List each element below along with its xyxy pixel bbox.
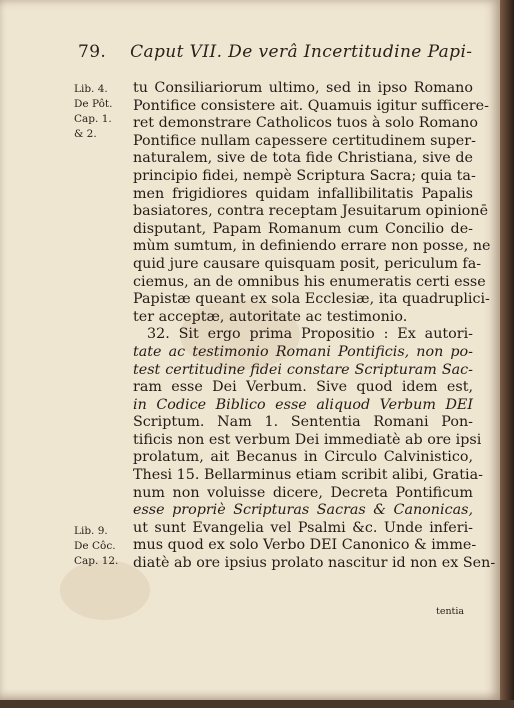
page-bottom-edge — [0, 700, 514, 708]
text-line: quid jure causare quisquam posit, periculum fa- — [133, 255, 482, 272]
margin-note-line: De Côc. — [74, 540, 116, 552]
text-line: Papistæ queant ex sola Ecclesiæ, ita quadruplici- — [133, 291, 490, 308]
text-line: ciemus, an de omnibus his enumeratis certi esse — [133, 273, 486, 290]
text-line: prolatum, ait Becanus in Circulo Calvinistico, — [133, 449, 473, 466]
margin-note-line: & 2. — [74, 128, 97, 140]
margin-note-line: Cap. 12. — [74, 555, 119, 567]
text-line: mùm sumtum, in definiendo errare non posse, ne — [133, 238, 491, 255]
body-text — [133, 80, 496, 573]
text-line: in Codice Biblico esse aliquod Verbum DEI — [133, 396, 473, 413]
page-number: 79. — [78, 42, 107, 62]
book-gutter — [500, 0, 514, 708]
text-line: basiatores, contra receptam Jesuitarum opinionē — [133, 203, 489, 220]
text-line: principio fidei, nempè Scriptura Sacra; quia ta- — [133, 167, 476, 184]
text-line: Pontifice nullam capessere certitudinem super- — [133, 132, 476, 149]
text-line: mus quod ex solo Verbo DEI Canonico & imme- — [133, 537, 477, 554]
running-title: Caput VII. De verâ Incertitudine Papi- — [130, 42, 473, 62]
text-line: ret demonstrare Catholicos tuos à solo Romano — [133, 115, 478, 132]
margin-note-line: Lib. 9. — [74, 525, 108, 537]
text-line: tu Consiliariorum ultimo, sed in ipso Romano — [133, 80, 473, 96]
text-line: ram esse Dei Verbum. Sive quod idem est, — [133, 379, 473, 396]
text-line: ter acceptæ, autoritate ac testimonio. — [133, 308, 408, 325]
text-line: naturalem, sive de tota fide Christiana, sive de — [133, 150, 473, 167]
margin-note — [74, 82, 113, 142]
running-header — [78, 42, 478, 62]
text-line: Pontifice consistere ait. Quamuis igitur sufficere- — [133, 97, 489, 114]
text-line: test certitudine fidei constare Scripturam Sac- — [133, 361, 473, 378]
text-line: esse propriè Scripturas Sacras & Canonicas, — [133, 502, 473, 519]
text-line: diatè ab ore ipsius prolato nascitur id non ex Sen- — [133, 555, 496, 572]
margin-note — [74, 524, 118, 569]
margin-note-line: Cap. 1. — [74, 113, 112, 125]
catchword: tentia — [436, 606, 465, 617]
text-line: ut sunt Evangelia vel Psalmi &c. Unde inferi- — [133, 519, 473, 536]
text-line: men frigidiores quidam infallibilitatis Papalis — [133, 185, 473, 202]
text-line: Scriptum. Nam 1. Sententia Romani Pon- — [133, 414, 473, 431]
text-line: Thesi 15. Bellarminus etiam scribit alibi, Gratia- — [133, 467, 483, 484]
text-line: 32. Sit ergo prima Propositio : Ex autori- — [147, 326, 473, 343]
margin-note-line: Lib. 4. — [74, 83, 108, 95]
text-line: tate ac testimonio Romani Pontificis, non po- — [133, 343, 473, 360]
text-line: tificis non est verbum Dei immediatè ab ore ipsi — [133, 431, 482, 448]
text-line: disputant, Papam Romanum cum Concilio de- — [133, 220, 473, 237]
margin-note-line: De Pôt. — [74, 98, 113, 110]
text-line: num non voluisse dicere, Decreta Pontificum — [133, 484, 473, 501]
